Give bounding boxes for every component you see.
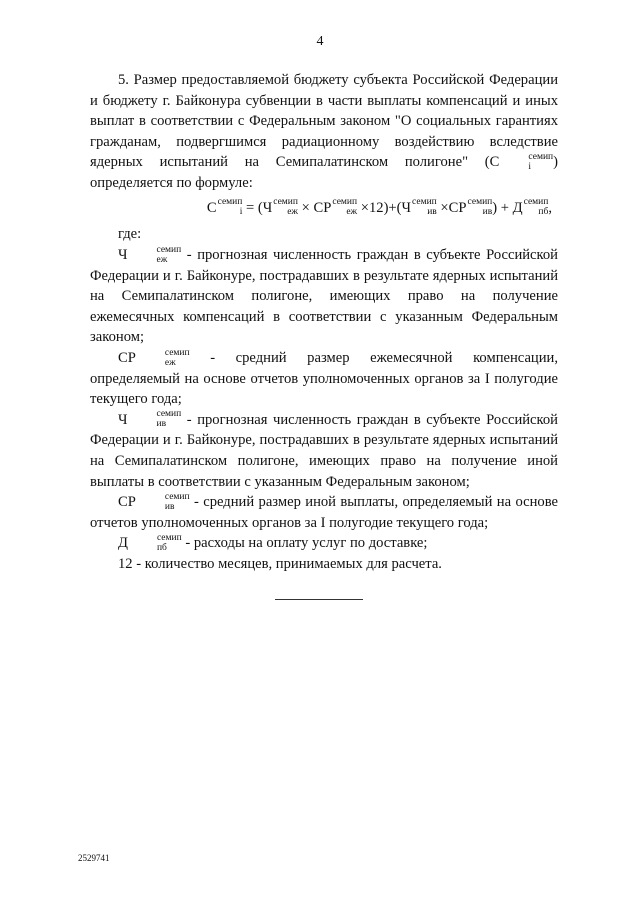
definition-item: Д семип пб - расходы на оплату услуг по доставке; <box>118 533 428 554</box>
closing-rule <box>275 599 363 600</box>
definition-item: СР семип ив - средний размер иной выплаты, определяемый на основе отчетов уполномоченных органов за I полугодие текущего года; <box>90 491 558 531</box>
definition-item: Ч семип ив - прогнозная численность граждан в субъекте Российской Федерации и г. Байконуре, пострадавших в результате ядерных испытаний на Семипалатинском полигоне, имеющих право на получение иной выплаты в соответствии с указанным Федеральным законом; <box>90 409 558 490</box>
paragraph-item-5 <box>90 70 558 194</box>
document-number: 2529741 <box>78 853 110 863</box>
c-i-superscript-subscript: семип i <box>528 152 554 173</box>
where-label: где: <box>118 226 142 243</box>
item-5-text: 5. Размер предоставляемой бюджету субъекта Российской Федерации и бюджету г. Байконура субвенции в части выплаты компенсаций и иных выплат в соответствии с Федеральным законом "О социальных гарантиях гражданам, подвергшимся радиационному воздействию вследствие ядерных испытаний на Семипалатинском полигоне" (С <box>90 72 558 171</box>
definition-item: Ч семип еж - прогнозная численность граждан в субъекте Российской Федерации и г. Байконуре, пострадавших в результате ядерных испытаний на Семипалатинском полигоне, имеющих право на получение ежемесячных компенсаций в соответствии с указанным Федеральным законом; <box>90 244 558 346</box>
document-body <box>90 70 558 575</box>
formula: С семип i = (Ч семип еж × СР семип еж ×12)+(Ч семип ив ×СР семип ив ) + Д семип пб , <box>206 197 552 218</box>
page-number: 4 <box>316 34 324 49</box>
item-5-after-text: ) определяется по формуле: <box>90 154 558 192</box>
months-definition: 12 - количество месяцев, принимаемых для расчета. <box>118 556 442 573</box>
definition-item: СР семип еж - средний размер ежемесячной компенсации, определяемый на основе отчетов уполномоченных органов за I полугодие текущего года; <box>90 347 558 408</box>
